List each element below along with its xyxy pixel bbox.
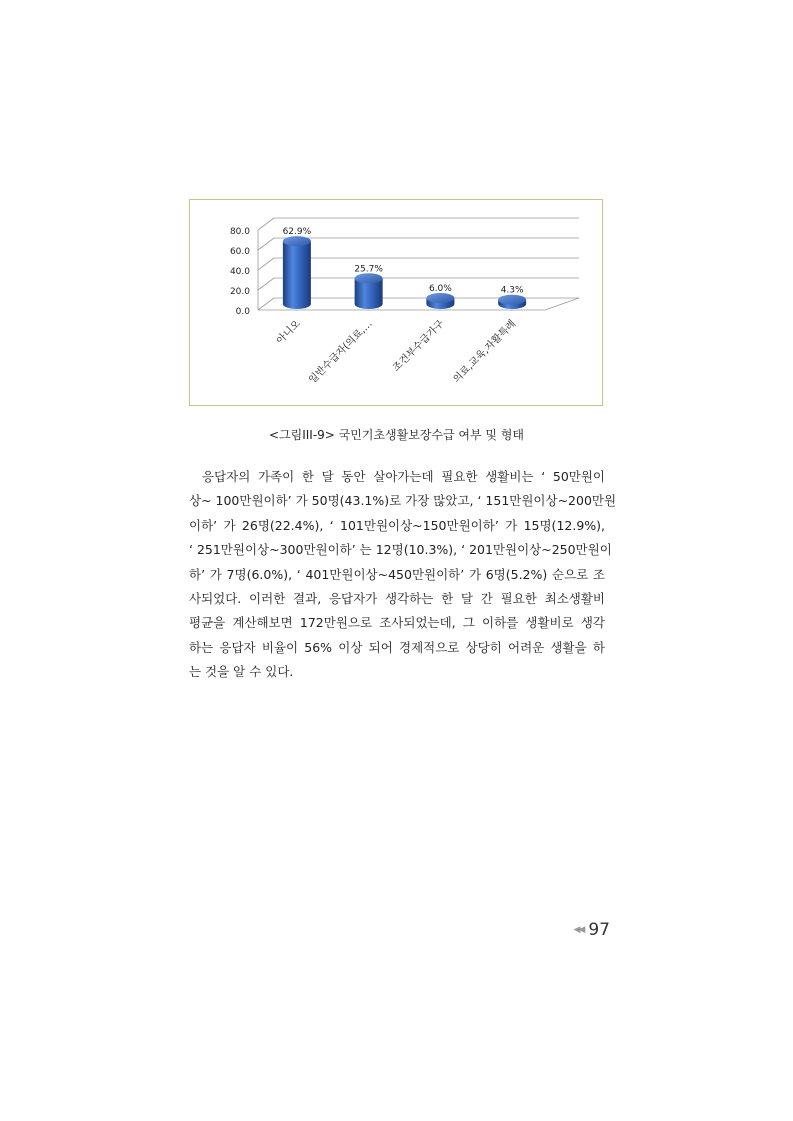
body-paragraph xyxy=(189,465,617,685)
paragraph-line: ‘ 251만원이상~300만원이하’ 는 12명(10.3%), ‘ 201만원이상~250만원이 xyxy=(189,542,612,558)
gridline-depth xyxy=(258,258,274,270)
paragraph-line: 는 것을 알 수 있다. xyxy=(189,664,294,680)
gridline-depth xyxy=(258,238,274,250)
bar-top xyxy=(283,236,311,246)
y-tick-label: 0.0 xyxy=(235,307,250,317)
data-label: 25.7% xyxy=(354,264,383,275)
page-number xyxy=(560,920,610,940)
data-label: 62.9% xyxy=(282,227,312,238)
bar-top xyxy=(498,295,526,305)
gridline-depth xyxy=(258,298,274,310)
paragraph-line: 하’ 가 7명(6.0%), ‘ 401만원이상~450만원이하’ 가 6명(5.2%) 순으로 조 xyxy=(189,566,605,582)
paragraph-line: 평균을 계산해보면 172만원으로 조사되었는데, 그 이하를 생활비로 생각 xyxy=(189,615,605,631)
bar-top xyxy=(426,293,454,303)
bar-top xyxy=(355,273,383,283)
paragraph-line: 사되었다. 이러한 결과, 응답자가 생각하는 한 달 간 필요한 최소생활비 xyxy=(189,591,605,607)
category-label: 의료,교육,자활특례 xyxy=(451,318,519,386)
y-tick-label: 20.0 xyxy=(229,287,250,297)
paragraph-line: 하는 응답자 비율이 56% 이상 되어 경제적으로 상당히 어려운 생활을 하 xyxy=(189,639,605,655)
y-tick-label: 60.0 xyxy=(229,247,250,257)
gridline-depth xyxy=(258,278,274,290)
bar-chart xyxy=(190,200,602,405)
paragraph-line: 상~ 100만원이하’ 가 50명(43.1%)로 가장 많았고, ‘ 151만원이상~200만원 xyxy=(189,493,617,509)
category-label: 일반수급자(의료,… xyxy=(307,318,375,387)
floor-right xyxy=(545,298,579,310)
y-tick-label: 40.0 xyxy=(229,267,250,277)
paragraph-line: 이하’ 가 26명(22.4%), ‘ 101만원이상~150만원이하’ 가 15명(12.9%), xyxy=(189,517,605,533)
data-label: 4.3% xyxy=(500,285,524,296)
double-left-arrow-icon: ◀◀ xyxy=(573,925,584,935)
paragraph-line: 응답자의 가족이 한 달 동안 살아가는데 필요한 생활비는 ‘ 50만원이 xyxy=(202,469,605,484)
page-number-text: 97 xyxy=(588,920,610,940)
chart-frame xyxy=(189,199,603,406)
category-label: 아니오 xyxy=(274,318,303,347)
figure-caption: <그림III-9> 국민기초생활보장수급 여부 및 형태 xyxy=(268,428,524,442)
data-label: 6.0% xyxy=(428,284,452,294)
category-label: 조건부수급가구 xyxy=(390,318,447,374)
y-tick-label: 80.0 xyxy=(229,227,250,237)
bar xyxy=(283,241,311,309)
gridline-depth xyxy=(258,218,274,230)
